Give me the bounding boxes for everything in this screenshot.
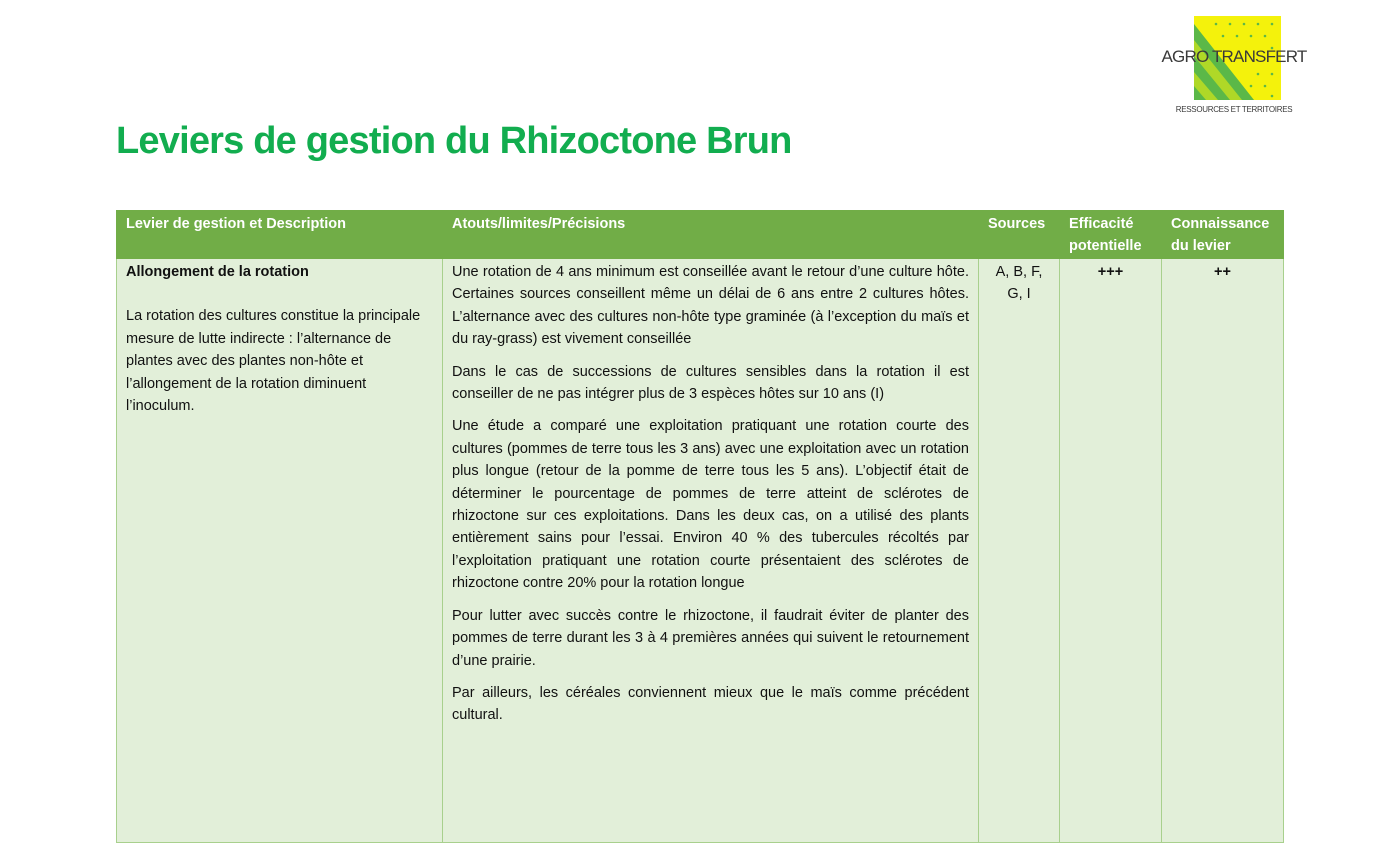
logo-tagline: RESSOURCES ET TERRITOIRES bbox=[1175, 105, 1293, 114]
details-cell bbox=[443, 259, 979, 843]
page-title: Leviers de gestion du Rhizoctone Brun bbox=[116, 120, 792, 162]
table-header-row bbox=[117, 211, 1284, 259]
table-row bbox=[117, 259, 1284, 843]
detail-paragraph: Une rotation de 4 ans minimum est conseillée avant le retour d’une culture hôte. Certaines sources conseillent même un délai de 6 ans entre 2 cultures hôtes. L’alternance avec des cultures non-hôte type graminée (à l’exception du maïs et du ray-grass) est vivement conseillée bbox=[452, 264, 969, 348]
header-efficacy: Efficacité potentielle bbox=[1060, 211, 1162, 259]
detail-paragraph: Dans le cas de successions de cultures sensibles dans la rotation il est conseiller de ne pas intégrer plus de 3 espèces hôtes sur 10 ans (I) bbox=[452, 363, 969, 403]
detail-paragraph: Pour lutter avec succès contre le rhizoctone, il faudrait éviter de planter des pommes de terre durant les 3 à 4 premières années qui suivent le retournement d’une prairie. bbox=[452, 607, 969, 669]
detail-paragraph: Par ailleurs, les céréales conviennent mieux que le maïs comme précédent cultural. bbox=[452, 684, 969, 724]
knowledge-cell: ++ bbox=[1162, 259, 1284, 843]
header-knowledge: Connaissance du levier bbox=[1162, 211, 1284, 259]
levers-table bbox=[116, 210, 1284, 843]
efficacy-cell: +++ bbox=[1060, 259, 1162, 843]
lever-description: La rotation des cultures constitue la principale mesure de lutte indirecte : l’alternance de plantes avec des plantes non-hôte et l’allongement de la rotation diminuent l’inoculum. bbox=[126, 308, 421, 415]
lever-cell bbox=[117, 259, 443, 843]
header-lever: Levier de gestion et Description bbox=[117, 211, 443, 259]
agro-transfert-logo bbox=[1156, 14, 1312, 118]
detail-paragraph: Une étude a comparé une exploitation pratiquant une rotation courte des cultures (pommes de terre tous les 3 ans) avec une exploitation avec un rotation plus longue (retour de la pomme de terre tous les 5 ans). L’objectif était de déterminer le pourcentage de pommes de terre atteint de sclérotes de rhizoctone sur ces exploitations. Dans les deux cas, on a utilisé des plants entièrement sains pour l’essai. Environ 40 % des tubercules récoltés par l’exploitation pratiquant une rotation courte présentaient des sclérotes de rhizoctone contre 20% pour la rotation longue bbox=[452, 418, 969, 592]
header-sources: Sources bbox=[979, 211, 1060, 259]
sources-cell: A, B, F, G, I bbox=[979, 259, 1060, 843]
logo-name: AGRO TRANSFERT bbox=[1161, 47, 1307, 66]
lever-name: Allongement de la rotation bbox=[126, 264, 309, 280]
header-details: Atouts/limites/Précisions bbox=[443, 211, 979, 259]
